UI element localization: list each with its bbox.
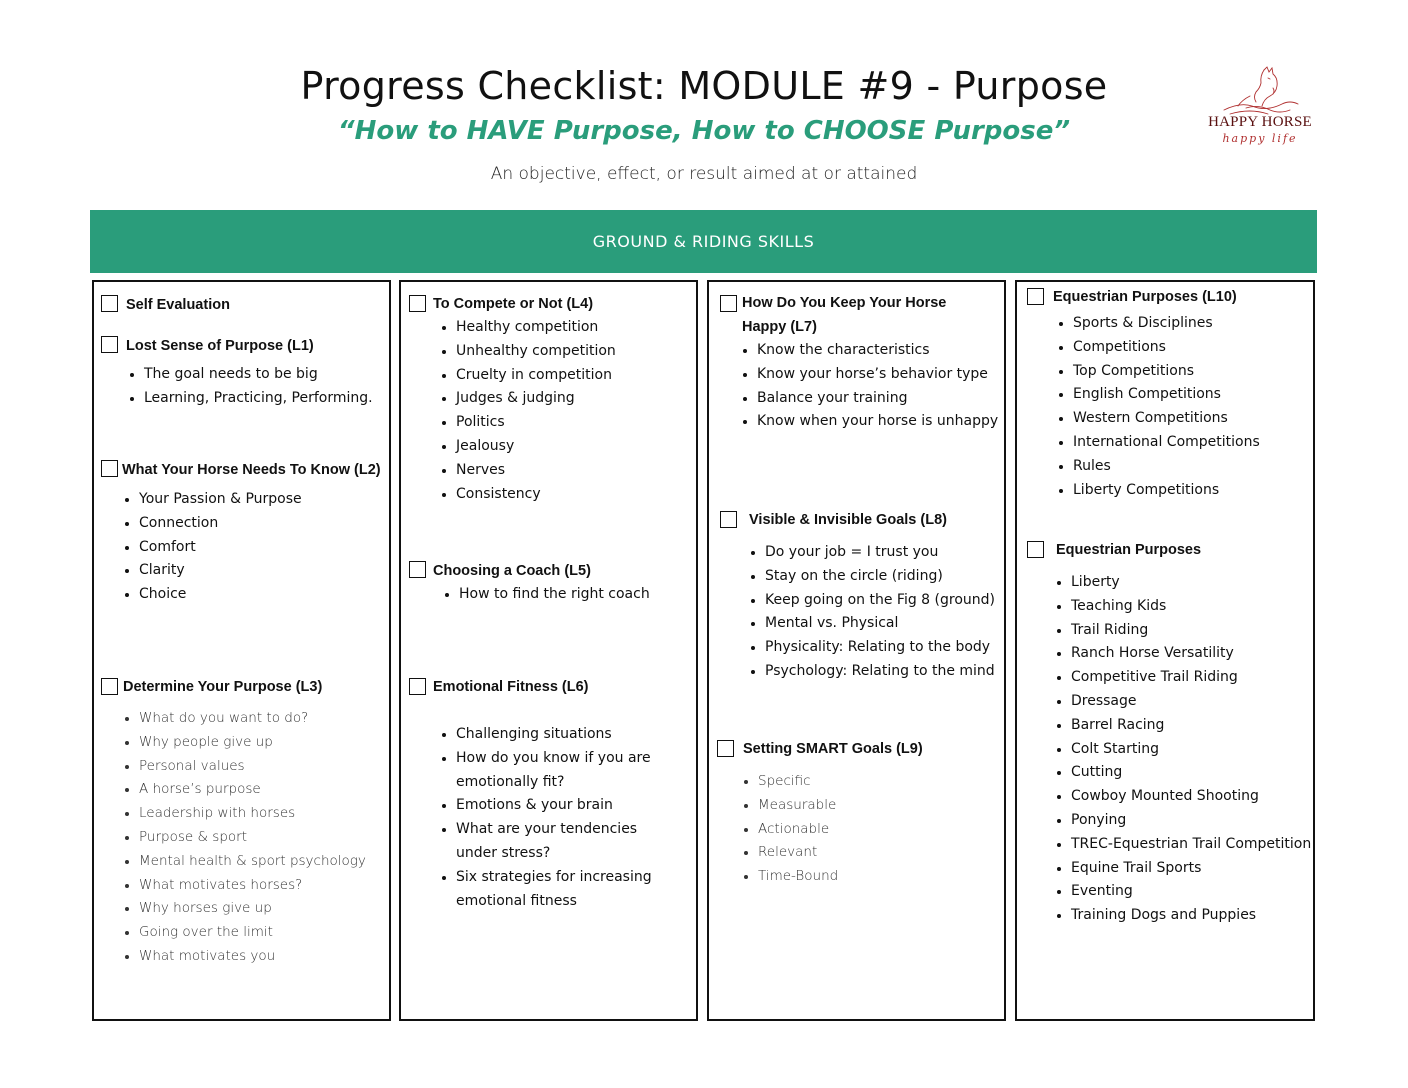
checklist-column-1 [92, 280, 391, 1021]
list-item: • Connection [139, 512, 302, 536]
section-list [441, 583, 650, 607]
list-item: • Western Competitions [1073, 407, 1260, 431]
section-list [121, 707, 366, 969]
list-item: • Training Dogs and Puppies [1071, 904, 1311, 928]
section-list [126, 363, 373, 411]
page-subtitle: “How to HAVE Purpose, How to CHOOSE Purpose” [337, 116, 1071, 146]
list-item: • Equine Trail Sports [1071, 857, 1311, 881]
list-item: • Unhealthy competition [456, 340, 616, 364]
list-item: • Your Passion & Purpose [139, 488, 302, 512]
list-item: • Barrel Racing [1071, 714, 1311, 738]
section-list [438, 723, 671, 913]
section-title: Choosing a Coach (L5) [433, 563, 591, 579]
list-item: • The goal needs to be big [144, 363, 373, 387]
checkbox-determine-your-purpose[interactable] [101, 678, 118, 695]
list-item: • Trail Riding [1071, 619, 1311, 643]
checkbox-to-compete-or-not[interactable] [409, 295, 426, 312]
list-item: • Know when your horse is unhappy [757, 410, 998, 434]
list-item: • English Competitions [1073, 383, 1260, 407]
list-item: • Ranch Horse Versatility [1071, 642, 1311, 666]
list-item: • Cutting [1071, 761, 1311, 785]
checklist-column-4 [1015, 280, 1315, 1021]
list-item: • Balance your training [757, 387, 998, 411]
list-item: • Measurable [758, 794, 838, 818]
list-item: • Healthy competition [456, 316, 616, 340]
checkbox-equestrian-purposes[interactable] [1027, 541, 1044, 558]
list-item: • Emotions & your brain [456, 794, 671, 818]
checkbox-lost-sense-of-purpose[interactable] [101, 336, 118, 353]
checkbox-keep-horse-happy[interactable] [720, 295, 737, 312]
list-item: • Specific [758, 770, 838, 794]
list-item: • What motivates horses? [139, 874, 366, 898]
section-title: How Do You Keep Your Horse Happy (L7) [742, 295, 947, 335]
list-item: • Leadership with horses [139, 802, 366, 826]
list-item: • Ponying [1071, 809, 1311, 833]
list-item: • Colt Starting [1071, 738, 1311, 762]
page-title: Progress Checklist: MODULE #9 - Purpose [300, 64, 1108, 108]
list-item: • Cowboy Mounted Shooting [1071, 785, 1311, 809]
list-item: • Jealousy [456, 435, 616, 459]
list-item: • Consistency [456, 483, 616, 507]
list-item: • Stay on the circle (riding) [765, 565, 995, 589]
list-item: • Politics [456, 411, 616, 435]
list-item: • Actionable [758, 818, 838, 842]
page-tagline: An objective, effect, or result aimed at or attained [490, 164, 918, 184]
list-item: • What are your tendencies under stress? [456, 818, 671, 866]
list-item: • Choice [139, 583, 302, 607]
banner-label: GROUND & RIDING SKILLS [592, 232, 815, 251]
list-item: • Top Competitions [1073, 360, 1260, 384]
list-item: • Learning, Practicing, Performing. [144, 387, 373, 411]
list-item: • Judges & judging [456, 387, 616, 411]
checkbox-what-your-horse-needs[interactable] [101, 460, 118, 477]
section-title: Equestrian Purposes (L10) [1053, 289, 1237, 305]
list-item: • Why people give up [139, 731, 366, 755]
list-item: • How to find the right coach [459, 583, 650, 607]
section-title: What Your Horse Needs To Know (L2) [122, 462, 381, 478]
section-list [438, 316, 616, 506]
list-item: • Competitive Trail Riding [1071, 666, 1311, 690]
list-item: • Time-Bound [758, 865, 838, 889]
horse-sketch-icon [1220, 66, 1300, 118]
section-title: Determine Your Purpose (L3) [123, 679, 323, 695]
section-title: Setting SMART Goals (L9) [743, 741, 923, 757]
list-item: • Relevant [758, 841, 838, 865]
section-list [1055, 312, 1260, 502]
list-item: • Comfort [139, 536, 302, 560]
list-item: • Keep going on the Fig 8 (ground) [765, 589, 995, 613]
list-item: • Physicality: Relating to the body [765, 636, 995, 660]
list-item: • Liberty Competitions [1073, 479, 1260, 503]
section-title: Lost Sense of Purpose (L1) [126, 338, 314, 354]
section-list [740, 770, 838, 889]
list-item: • Challenging situations [456, 723, 671, 747]
section-title: Emotional Fitness (L6) [433, 679, 589, 695]
list-item: • Do your job = I trust you [765, 541, 995, 565]
list-item: • Why horses give up [139, 897, 366, 921]
happy-horse-logo [1198, 66, 1322, 154]
list-item: • Nerves [456, 459, 616, 483]
section-title: To Compete or Not (L4) [433, 296, 594, 312]
list-item: • Teaching Kids [1071, 595, 1311, 619]
list-item: • Personal values [139, 755, 366, 779]
list-item: • Dressage [1071, 690, 1311, 714]
list-item: • Liberty [1071, 571, 1311, 595]
checkbox-self-evaluation[interactable] [101, 295, 118, 312]
section-title: Self Evaluation [126, 297, 230, 313]
list-item: • How do you know if you are emotionally fit? [456, 747, 671, 795]
list-item: • TREC-Equestrian Trail Competition [1071, 833, 1311, 857]
section-list [739, 339, 998, 434]
list-item: • Know the characteristics [757, 339, 998, 363]
list-item: • International Competitions [1073, 431, 1260, 455]
checkbox-visible-invisible-goals[interactable] [720, 511, 737, 528]
list-item: • Going over the limit [139, 921, 366, 945]
list-item: • Purpose & sport [139, 826, 366, 850]
list-item: • Competitions [1073, 336, 1260, 360]
list-item: • Eventing [1071, 880, 1311, 904]
section-list [747, 541, 995, 684]
checkbox-equestrian-purposes-l10[interactable] [1027, 288, 1044, 305]
checklist-column-3 [707, 280, 1006, 1021]
section-list [1053, 571, 1311, 928]
checkbox-choosing-a-coach[interactable] [409, 561, 426, 578]
logo-script: happy life [1222, 132, 1298, 145]
section-list [121, 488, 302, 607]
list-item: • Six strategies for increasing emotional fitness [456, 866, 671, 914]
list-item: • Mental health & sport psychology [139, 850, 366, 874]
list-item: • Psychology: Relating to the mind [765, 660, 995, 684]
list-item: • Cruelty in competition [456, 364, 616, 388]
checklist-column-2 [399, 280, 698, 1021]
list-item: • What do you want to do? [139, 707, 366, 731]
list-item: • Clarity [139, 559, 302, 583]
list-item: • Know your horse’s behavior type [757, 363, 998, 387]
list-item: • Sports & Disciplines [1073, 312, 1260, 336]
logo-text: HAPPY HORSE [1208, 114, 1312, 130]
list-item: • What motivates you [139, 945, 366, 969]
section-banner [90, 210, 1317, 273]
checkbox-emotional-fitness[interactable] [409, 678, 426, 695]
section-title: Visible & Invisible Goals (L8) [749, 512, 947, 528]
list-item: • Mental vs. Physical [765, 612, 995, 636]
list-item: • Rules [1073, 455, 1260, 479]
list-item: • A horse’s purpose [139, 778, 366, 802]
section-title: Equestrian Purposes [1056, 542, 1202, 558]
checkbox-setting-smart-goals[interactable] [717, 740, 734, 757]
